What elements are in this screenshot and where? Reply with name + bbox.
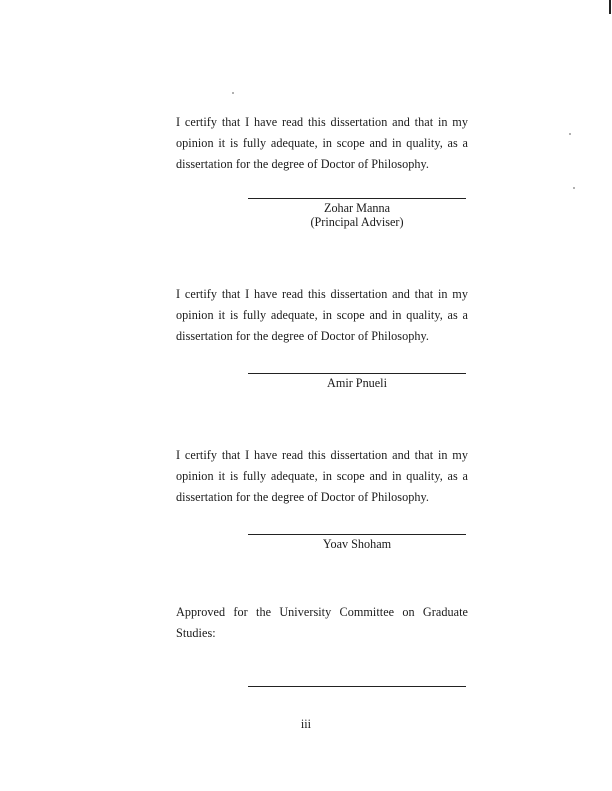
certification-statement: I certify that I have read this dissertation and that in my opinion it is fully adequate, in scope and in quality, as a dissertation for the degree of Doctor of Philosophy. xyxy=(176,448,468,504)
signatory-name: Yoav Shoham xyxy=(322,537,392,551)
approval-statement: Approved for the University Committee on Graduate Studies: xyxy=(176,605,468,640)
page-edge-mark xyxy=(609,0,611,14)
scan-speck xyxy=(573,187,575,189)
signature-line xyxy=(248,534,466,535)
signatory xyxy=(248,538,466,552)
signatory xyxy=(248,202,466,229)
signatory-name: Amir Pnueli xyxy=(327,376,387,390)
scan-speck xyxy=(569,133,571,135)
certification-statement: I certify that I have read this dissertation and that in my opinion it is fully adequate, in scope and in quality, as a dissertation for the degree of Doctor of Philosophy. xyxy=(176,115,468,171)
page-number: iii xyxy=(300,717,312,731)
signatory xyxy=(248,377,466,391)
signatory-name: Zohar Manna xyxy=(324,201,390,215)
scan-speck xyxy=(232,92,234,94)
signature-line xyxy=(248,198,466,199)
signatory-role: (Principal Adviser) xyxy=(310,214,404,229)
approval-signature-line xyxy=(248,686,466,687)
signature-line xyxy=(248,373,466,374)
certification-statement: I certify that I have read this dissertation and that in my opinion it is fully adequate, in scope and in quality, as a dissertation for the degree of Doctor of Philosophy. xyxy=(176,287,468,343)
